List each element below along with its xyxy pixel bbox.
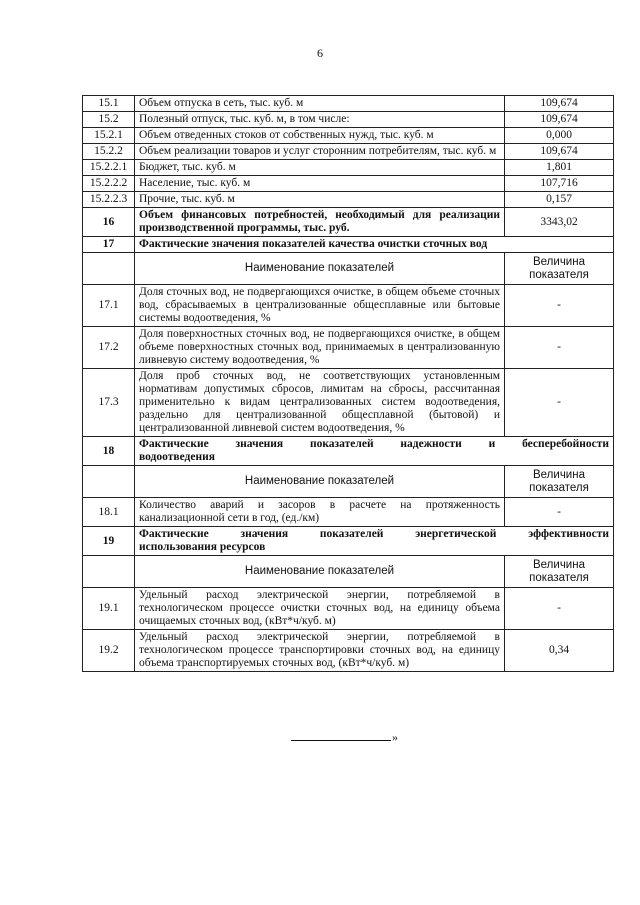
row-number: 17.2 [83,327,135,369]
row-value: 0,34 [505,630,614,672]
row-value: 109,674 [505,96,614,112]
row-description: Удельный расход электрической энергии, потребляемой в технологическом процессе транспортировки сточных вод, на единицу объема транспортируемых сточных вод, (кВт*ч/куб. м) [135,630,505,672]
row-description: Доля сточных вод, не подвергающихся очистке, в общем объеме сточных вод, сбрасываемых в централизованные общесплавные или бытовые системы водоотведения, % [135,285,505,327]
row-description: Население, тыс. куб. м [135,176,505,192]
row-description: Прочие, тыс. куб. м [135,192,505,208]
row-number: 17.1 [83,285,135,327]
column-header-value: Величина показателя [505,556,614,588]
row-number: 15.2.2.2 [83,176,135,192]
table-row [83,176,614,192]
section-header-row [83,237,614,253]
table-row [83,128,614,144]
table-row [83,160,614,176]
row-number: 15.2.2.1 [83,160,135,176]
closing-mark [291,730,398,745]
table-row [83,369,614,437]
empty-cell [83,466,135,498]
page-number: 6 [317,46,323,60]
section-title-line: водоотведения [139,451,215,463]
column-header-value: Величина показателя [505,253,614,285]
table-row [83,285,614,327]
table-row [83,112,614,128]
row-value: 1,801 [505,160,614,176]
row-value: - [505,369,614,437]
table-row [83,588,614,630]
column-header-row [83,253,614,285]
row-number: 15.2.1 [83,128,135,144]
section-number: 17 [83,237,135,253]
row-description: Объем реализации товаров и услуг сторонним потребителям, тыс. куб. м [135,144,505,160]
section-header-row [83,437,614,466]
table-row [83,96,614,112]
section-title [135,527,614,556]
section-header-row [83,527,614,556]
row-number: 19.1 [83,588,135,630]
closing-underline [291,740,391,741]
row-number: 17.3 [83,369,135,437]
row-value: 3343,02 [505,208,614,237]
row-value: 107,716 [505,176,614,192]
section-number: 19 [83,527,135,556]
table-row [83,327,614,369]
row-value: 109,674 [505,144,614,160]
row-description: Удельный расход электрической энергии, потребляемой в технологическом процессе очистки сточных вод, на единицу объема очищаемых сточных вод, (кВт*ч/куб. м) [135,588,505,630]
table-row [83,192,614,208]
row-description: Объем финансовых потребностей, необходимый для реализации производственной программы, тыс. руб. [135,208,505,237]
row-number: 18.1 [83,498,135,527]
closing-quote: » [392,730,398,744]
row-value: - [505,285,614,327]
row-description: Бюджет, тыс. куб. м [135,160,505,176]
row-value: - [505,327,614,369]
row-description: Объем отпуска в сеть, тыс. куб. м [135,96,505,112]
row-description: Доля проб сточных вод, не соответствующих установленным нормативам допустимых сбросов, лимитам на сбросы, рассчитанная применительно к видам централизованных систем водоотведения, раздельно для централизованной общесплавной (бытовой) и централизованной ливневой систем водоотведения, % [135,369,505,437]
column-header-value: Величина показателя [505,466,614,498]
row-description: Доля поверхностных сточных вод, не подвергающихся очистке, в общем объеме поверхностных сточных вод, принимаемых в централизованную ливневую систему водоотведения, % [135,327,505,369]
column-header-row [83,556,614,588]
table-row-financial-needs [83,208,614,237]
empty-cell [83,556,135,588]
column-header-name: Наименование показателей [135,556,505,588]
table-row [83,498,614,527]
section-title [135,437,614,466]
row-value: - [505,498,614,527]
empty-cell [83,253,135,285]
row-number: 16 [83,208,135,237]
row-value: 0,157 [505,192,614,208]
column-header-row [83,466,614,498]
row-description: Количество аварий и засоров в расчете на протяженность канализационной сети в год, (ед./км) [135,498,505,527]
row-value: 109,674 [505,112,614,128]
column-header-name: Наименование показателей [135,253,505,285]
table-row [83,630,614,672]
table-row [83,144,614,160]
row-value: 0,000 [505,128,614,144]
row-number: 15.2 [83,112,135,128]
column-header-name: Наименование показателей [135,466,505,498]
section-number: 18 [83,437,135,466]
row-description: Полезный отпуск, тыс. куб. м, в том числе: [135,112,505,128]
row-number: 15.1 [83,96,135,112]
row-description: Объем отведенных стоков от собственных нужд, тыс. куб. м [135,128,505,144]
production-program-table [82,95,614,672]
row-number: 15.2.2 [83,144,135,160]
row-number: 19.2 [83,630,135,672]
row-value: - [505,588,614,630]
section-title-line: Фактические значения показателей надежности и бесперебойности [139,438,609,450]
section-title-line: использования ресурсов [139,541,266,553]
section-title-line: Фактические значения показателей энергетической эффективности [139,528,609,540]
section-title: Фактические значения показателей качества очистки сточных вод [135,237,614,253]
row-number: 15.2.2.3 [83,192,135,208]
